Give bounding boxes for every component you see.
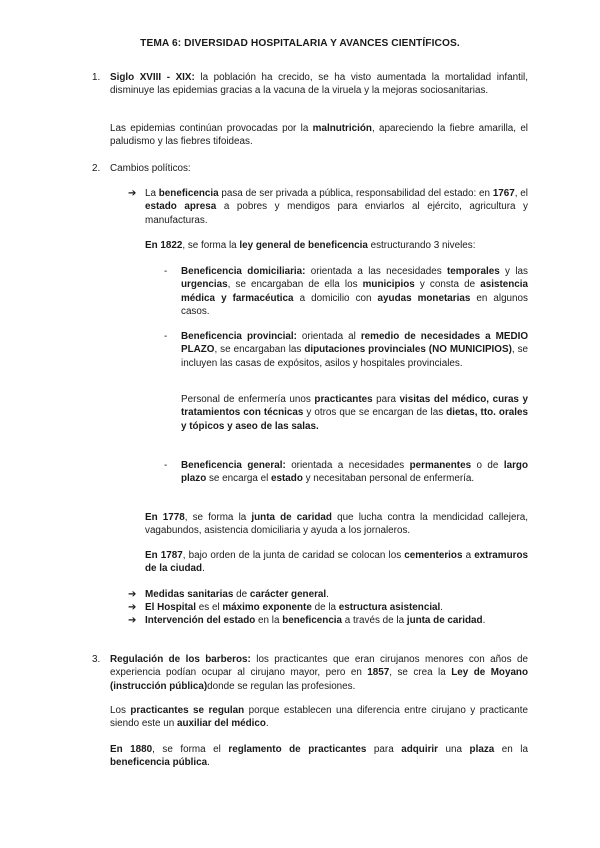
arrow-bullet-icon: ➔: [128, 602, 137, 613]
ley-1822-paragraph: En 1822, se forma la ley general de beneficencia estructurando 3 niveles:: [145, 240, 476, 251]
cementerios-1787-paragraph: En 1787, bajo orden de la junta de caridad se colocan los cementerios a extramuros de la ciudad.: [145, 550, 528, 575]
arrow-bullet-icon: ➔: [128, 188, 137, 199]
section-number-1: 1.: [92, 72, 101, 83]
medidas-sanitarias-item: Medidas sanitarias de carácter general.: [145, 589, 329, 600]
beneficencia-domiciliaria-item: Beneficencia domiciliaria: orientada a las necesidades temporales y las urgencias, se encargaban de ella los municipios y consta de asistencia médica y farmacéutica a domicilio con ayudas monetarias en algunos casos.: [181, 266, 528, 317]
section-number-2: 2.: [92, 163, 101, 174]
section-2-heading: Cambios políticos:: [110, 163, 191, 174]
regulacion-barberos-paragraph: Regulación de los barberos: los practicantes que eran cirujanos menores con años de experiencia podían ocupar al cirujano mayor, pero en 1857, se crea la Ley de Moyano (instrucción pública)donde se regulan las profesiones.: [110, 654, 529, 692]
beneficencia-general-item: Beneficencia general: orientada a necesidades permanentes o de largo plazo se encarga el estado y necesitaban personal de enfermería.: [181, 460, 528, 485]
bold-text: Siglo XVIII - XIX:: [110, 72, 195, 83]
personal-enfermeria-paragraph: Personal de enfermería unos practicantes para visitas del médico, curas y tratamientos con técnicas y otros que se encargan de las dietas, tto. orales y tópicos y aseo de las salas.: [181, 394, 529, 432]
dash-bullet-icon: -: [164, 331, 168, 342]
junta-caridad-1778-paragraph: En 1778, se forma la junta de caridad que lucha contra la mendicidad callejera, vagabundos, asistencia domiciliaria y ayuda a los jornaleros.: [145, 512, 529, 537]
page-title: TEMA 6: DIVERSIDAD HOSPITALARIA Y AVANCES CIENTÍFICOS.: [140, 38, 460, 49]
beneficencia-provincial-item: Beneficencia provincial: orientada al remedio de necesidades a MEDIO PLAZO, se encargaban las diputaciones provinciales (NO MUNICIPIOS), se incluyen las casas de expósitos, asilos y hospitales provinciales.: [181, 331, 529, 369]
hospital-item: El Hospital es el máximo exponente de la estructura asistencial.: [145, 602, 444, 613]
section-1-epidemics-paragraph: Las epidemias continúan provocadas por la malnutrición, apareciendo la fiebre amarilla, el paludismo y las fiebres tifoideas.: [110, 123, 528, 148]
intervencion-estado-item: Intervención del estado en la beneficencia a través de la junta de caridad.: [145, 615, 486, 626]
dash-bullet-icon: -: [164, 266, 168, 277]
section-1-paragraph: Siglo XVIII - XIX: la población ha crecido, se ha visto aumentada la mortalidad infantil, disminuye las epidemias gracias a la vacuna de la viruela y la mejoras sociosanitarias.: [110, 72, 528, 97]
arrow-bullet-icon: ➔: [128, 589, 137, 600]
practicantes-regulan-paragraph: Los practicantes se regulan porque establecen una diferencia entre cirujano y practicante siendo este un auxiliar del médico.: [110, 705, 528, 730]
section-number-3: 3.: [92, 654, 101, 665]
reglamento-1880-paragraph: En 1880, se forma el reglamento de practicantes para adquirir una plaza en la beneficencia pública.: [110, 744, 528, 769]
arrow-bullet-icon: ➔: [128, 615, 137, 626]
dash-bullet-icon: -: [164, 460, 168, 471]
beneficencia-paragraph: La beneficencia pasa de ser privada a pública, responsabilidad del estado: en 1767, el estado apresa a pobres y mendigos para enviarlos al ejército, agricultura y manufacturas.: [145, 188, 528, 226]
